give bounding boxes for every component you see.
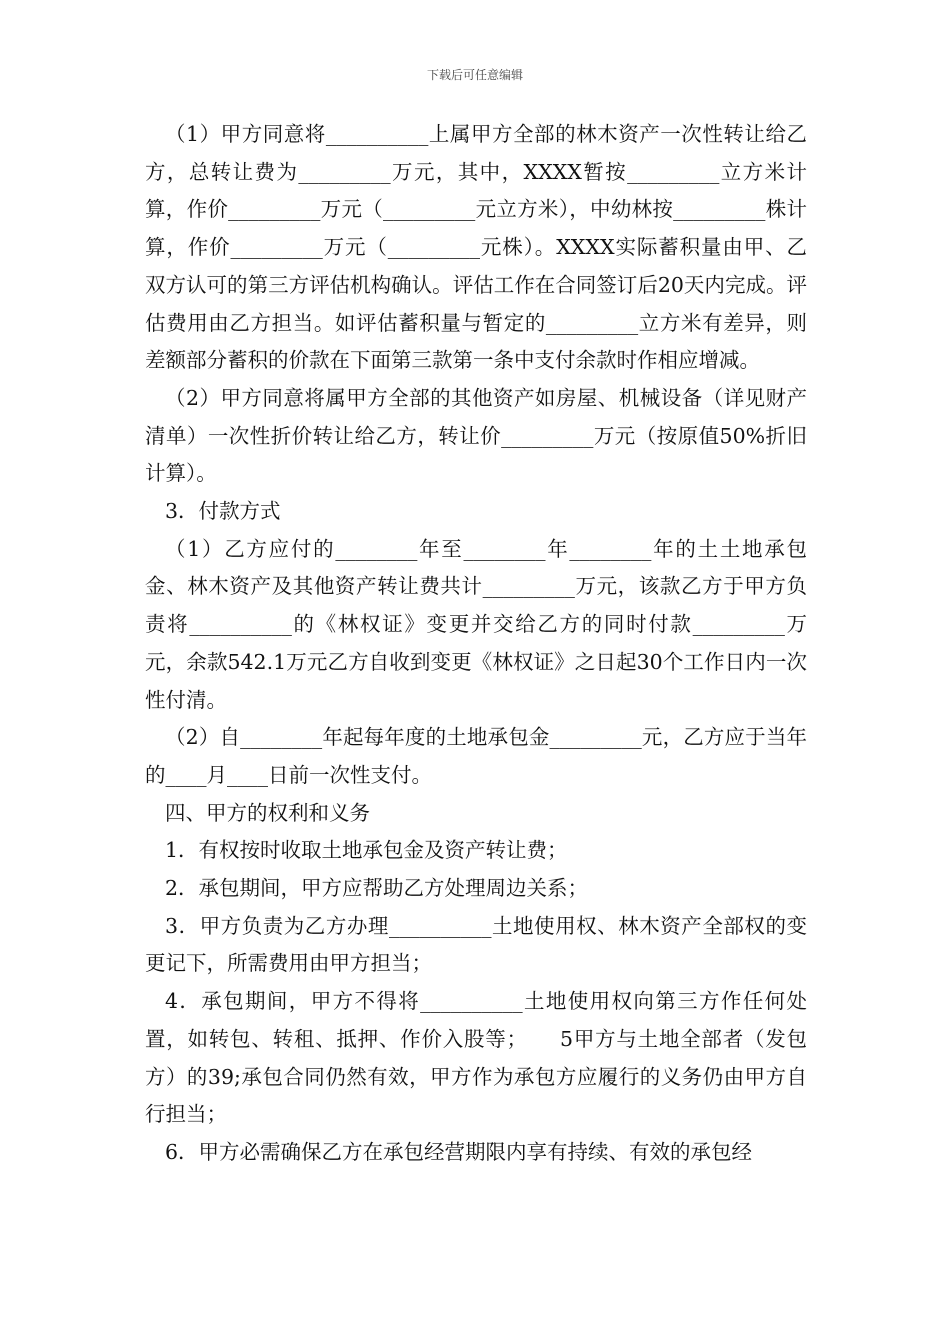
list-item-2: 2．承包期间，甲方应帮助乙方处理周边关系； [165, 876, 589, 901]
heading-party-a-rights: 四、甲方的权利和义务 [165, 800, 370, 825]
paragraph-other-asset-transfer: （2）甲方同意将属甲方全部的其他资产如房屋、机械设备（详见财产清单）一次性折价转让给乙方，转让价_________万元（按原值50%折旧计算）。 [145, 385, 807, 486]
paragraph-payment-schedule: （1）乙方应付的________年至________年________年的土土地承包金、林木资产及其他资产转让费共计_________万元，该款乙方于甲方负责将__________的《林权证》变更并交给乙方的同时付款_________万元，余款542.1万元乙方自收到变更《林权证》之日起30个工作日内一次性付清。 [145, 536, 807, 712]
list-item-4-5: 4．承包期间，甲方不得将__________土地使用权向第三方作任何处置，如转包、转租、抵押、作价入股等； 5甲方与土地全部者（发包方）的39;承包合同仍然有效，甲方作为承包方应履行的义务仍由甲方自行担当； [145, 989, 807, 1127]
paragraph-forest-asset-transfer: （1）甲方同意将__________上属甲方全部的林木资产一次性转让给乙方，总转让费为_________万元，其中，XXXX暂按_________立方米计算，作价_________万元（_________元立方米），中幼林按_________株计算，作价_________万元（_________元株）。XXXX实际蓄积量由甲、乙双方认可的第三方评估机构确认。评估工作在合同签订后20天内完成。评估费用由乙方担当。如评估蓄积量与暂定的_________立方米有差异，则差额部分蓄积的价款在下面第三款第一条中支付余款时作相应增减。 [145, 122, 807, 373]
list-item-6: 6．甲方必需确保乙方在承包经营期限内享有持续、有效的承包经 [165, 1139, 753, 1164]
heading-payment-method: 3．付款方式 [165, 499, 281, 524]
paragraph-annual-fee: （2）自________年起每年度的土地承包金_________元，乙方应于当年的____月____日前一次性支付。 [145, 725, 807, 787]
list-item-1: 1．有权按时收取土地承包金及资产转让费； [165, 838, 568, 863]
list-item-3: 3．甲方负责为乙方办理__________土地使用权、林木资产全部权的变更记下，所需费用由甲方担当； [145, 913, 807, 976]
page-header: 下载后可任意编辑 [426, 68, 523, 82]
document-body [145, 116, 807, 1172]
